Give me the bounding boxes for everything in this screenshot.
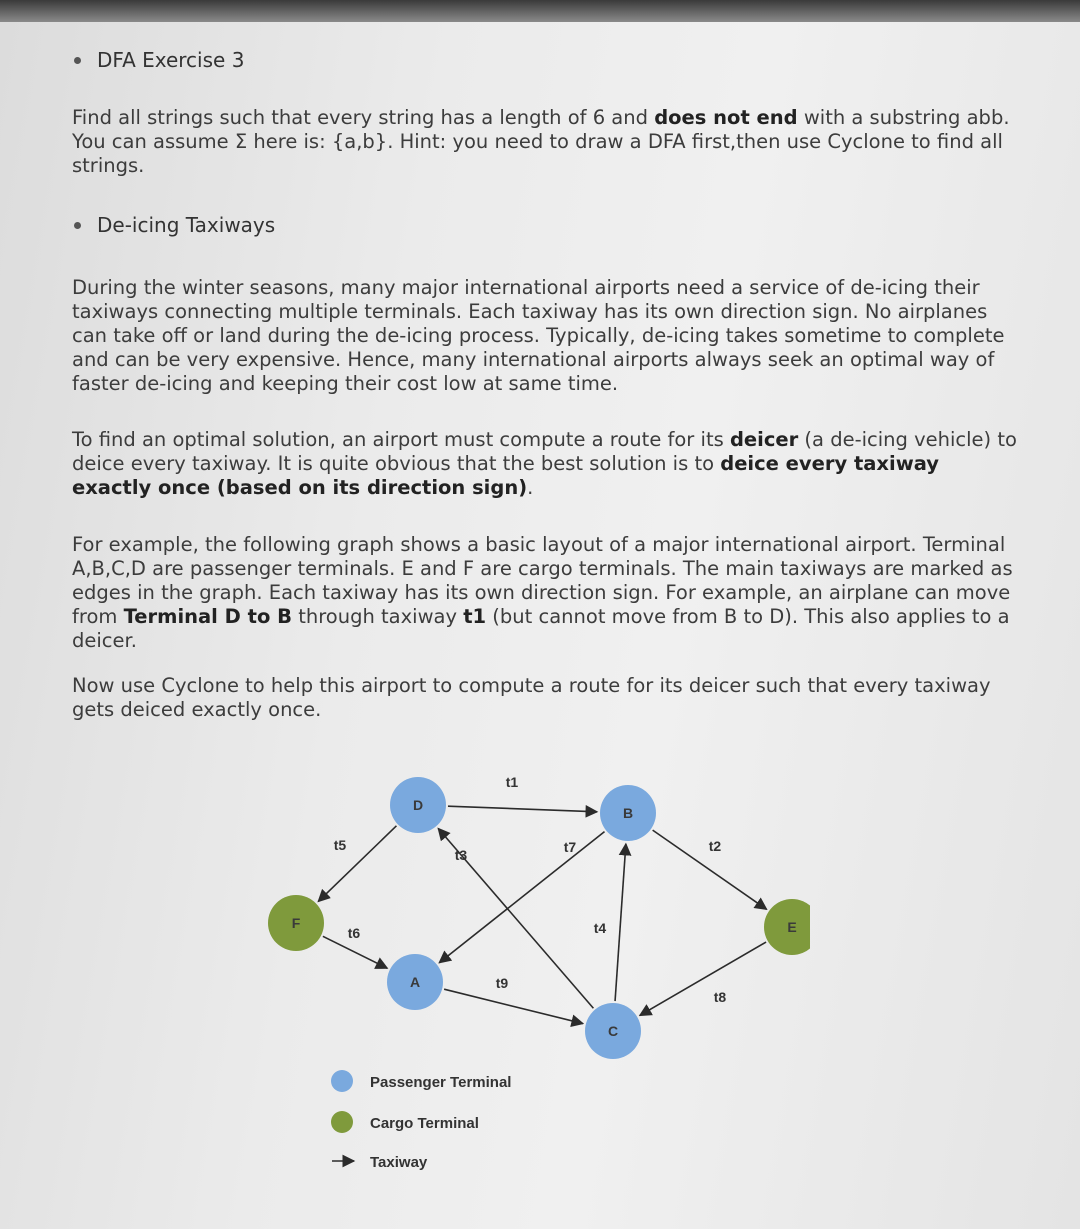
text-run: with a substring abb. You can assume Σ here is: {a,b}. Hint: you need to draw a DFA first,then use Cyclone to find all strings. (72, 106, 1010, 177)
bullet-icon (74, 222, 81, 229)
text-run: (a de-icing vehicle) to deice every taxiway. It is quite obvious that the best solution is to (72, 428, 1017, 475)
dfa-paragraph (72, 106, 1022, 178)
taxiway-edge-t8 (640, 942, 766, 1015)
bullet-icon (74, 57, 81, 64)
terminal-label-B: B (622, 805, 634, 821)
deicing-paragraph-2 (72, 428, 1022, 500)
terminal-label-C: C (607, 1023, 619, 1039)
deicing-paragraph-1: During the winter seasons, many major international airports need a service of de-icing their taxiways connecting multiple terminals. Each taxiway has its own direction sign. No airplanes can take off or land during the de-icing process. Typically, de-icing takes sometime to complete and can be very expensive. Hence, many international airports always seek an optimal way of faster de-icing and keeping their cost low at same time. (72, 276, 1005, 395)
terminal-label-E: E (787, 919, 797, 935)
text-run: Find all strings such that every string has a length of 6 and (72, 106, 655, 129)
terminal-label-D: D (412, 797, 424, 813)
legend-taxiway-label: Taxiway (370, 1154, 428, 1171)
taxiway-edge-t5 (318, 826, 396, 902)
legend-passenger-label: Passenger Terminal (370, 1074, 512, 1091)
legend-cargo-label: Cargo Terminal (370, 1115, 479, 1132)
deicing-section-title: De-icing Taxiways (97, 213, 276, 237)
deicing-paragraph-3 (72, 533, 1022, 653)
bold-text-run: deicer (729, 428, 799, 451)
dfa-section-heading (74, 48, 244, 72)
deicing-paragraph-4: Now use Cyclone to help this airport to compute a route for its deicer such that every taxiway gets deiced exactly once. (72, 674, 991, 721)
taxiway-label-t1: t1 (505, 774, 519, 790)
taxiway-label-t3: t3 (454, 847, 468, 863)
taxiway-edge-t6 (323, 936, 387, 968)
bold-text-run: Terminal D to B (123, 605, 292, 628)
text-run: (but cannot move from B to D). This also applies to a deicer. (72, 605, 1010, 652)
deicing-section-heading (74, 213, 275, 237)
legend-cargo-swatch-icon (331, 1111, 353, 1133)
taxiway-edge-t4 (615, 844, 626, 1001)
taxiway-label-t5: t5 (333, 837, 347, 853)
text-run: For example, the following graph shows a basic layout of a major international airport. Terminal A,B,C,D are passenger terminals. E and F are cargo terminals. The main taxiways are marked as edges in the graph. Each taxiway has its own direction sign. For example, an airplane can move from (72, 533, 1013, 628)
dfa-section-title: DFA Exercise 3 (97, 48, 245, 72)
terminal-label-F: F (291, 915, 301, 931)
bold-text-run: t1 (463, 605, 487, 628)
taxiway-edge-t1 (448, 806, 597, 812)
bold-text-run: does not end (654, 106, 798, 129)
taxiway-graph (250, 745, 810, 1195)
text-run: To find an optimal solution, an airport must compute a route for its (72, 428, 730, 451)
taxiway-label-t2: t2 (708, 838, 722, 854)
taxiway-edge-t9 (444, 989, 583, 1023)
text-run: . (527, 476, 534, 499)
taxiway-label-t9: t9 (495, 975, 509, 991)
terminal-label-A: A (409, 974, 421, 990)
taxiway-label-t4: t4 (593, 920, 607, 936)
taxiway-label-t8: t8 (713, 989, 727, 1005)
taxiway-label-t6: t6 (347, 925, 361, 941)
text-run: through taxiway (292, 605, 464, 628)
legend-passenger-swatch-icon (331, 1070, 353, 1092)
bold-text-run: deice every taxiway exactly once (based on its direction sign) (72, 452, 939, 499)
taxiway-label-t7: t7 (563, 839, 577, 855)
screen-top-edge (0, 0, 1080, 22)
